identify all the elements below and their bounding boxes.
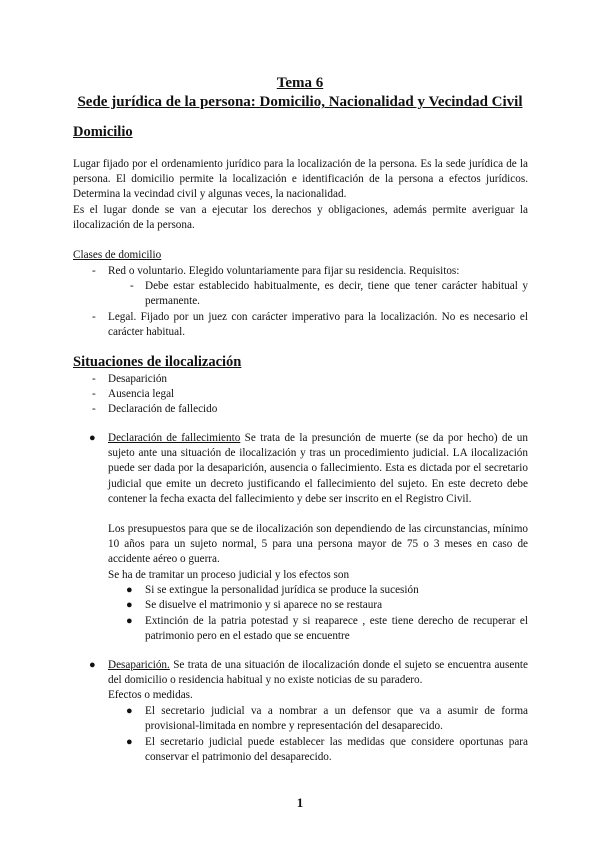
fallecimiento-effect: Si se extingue la personalidad jurídica se produce la sucesión: [145, 584, 419, 596]
bullet-marker: ●: [89, 659, 96, 671]
clases-item-1: Red o voluntario. Elegido voluntariamente para fijar su residencia. Requisitos:: [108, 265, 460, 277]
bullet-marker: ●: [89, 432, 96, 444]
document-title-line2: Sede jurídica de la persona: Domicilio, Nacionalidad y Vecindad Civil: [77, 94, 523, 110]
dash-marker: -: [130, 280, 134, 292]
desaparicion-effect: El secretario judicial va a nombrar a un defensor que va a asumir de forma provisional-limitada en nombre y representación del desaparecido.: [145, 705, 528, 733]
desaparicion-effect: El secretario judicial puede establecer las medidas que considere oportunas para conservar el patrimonio del desaparecido.: [145, 736, 528, 764]
desaparicion-paragraph: [108, 658, 528, 688]
fallecimiento-paragraph-3: Se ha de tramitar un proceso judicial y los efectos son: [108, 569, 350, 581]
section-heading-domicilio: Domicilio: [73, 124, 133, 140]
dash-marker: -: [92, 311, 96, 323]
dash-marker: -: [92, 403, 96, 415]
situacion-item: Desaparición: [108, 373, 168, 385]
bullet-marker: ●: [126, 584, 133, 596]
dash-marker: -: [92, 265, 96, 277]
fallecimiento-effect: Se disuelve el matrimonio y si aparece no se restaura: [145, 599, 383, 611]
bullet-marker: ●: [126, 615, 133, 627]
page-number: 1: [296, 795, 304, 810]
fallecimiento-label: Declaración de fallecimiento: [108, 432, 241, 444]
domicilio-paragraph-1: Lugar fijado por el ordenamiento jurídico para la localización de la persona. Es la sede jurídica de la persona. El domicilio permite la localización e identificación de la persona a efectos jurídicos. Determina la vecindad civil y algunas veces, la nacionalidad.: [73, 158, 528, 201]
bullet-marker: ●: [126, 599, 133, 611]
section-heading-situaciones: Situaciones de ilocalización: [73, 354, 242, 370]
situacion-item: Ausencia legal: [108, 388, 175, 400]
fallecimiento-effect: Extinción de la patria potestad y si reaparece , este tiene derecho de recuperar el patrimonio pero en el estado que se encuentre: [145, 615, 528, 643]
fallecimiento-text: Se trata de la presunción de muerte (se da por hecho) de un sujeto ante una situación de ilocalización y tras un procedimiento judicial. LA ilocalización puede ser dada por la desaparición, ausencia o fallecimiento. Esta es dictada por el secretario judicial que emite un decreto justificando el fallecimiento del sujeto. En este decreto debe contener la fecha exacta del fallecimiento y debe ser inscrito en el Registro Civil.: [108, 432, 528, 505]
desaparicion-paragraph-2: Efectos o medidas.: [108, 689, 193, 701]
document-title-line1: Tema 6: [276, 75, 324, 91]
situacion-item: Declaración de fallecido: [108, 403, 218, 415]
bullet-marker: ●: [126, 736, 133, 748]
clases-item-2: Legal. Fijado por un juez con carácter imperativo para la localización. No es necesario el carácter habitual.: [108, 311, 528, 339]
bullet-marker: ●: [126, 705, 133, 717]
fallecimiento-paragraph: [108, 431, 528, 507]
subheading-clases-domicilio: Clases de domicilio: [73, 249, 162, 261]
desaparicion-text: Se trata de una situación de ilocalización donde el sujeto se encuentra ausente del domicilio o residencia habitual y no existe noticias de su paradero.: [108, 659, 528, 687]
fallecimiento-paragraph-2: Los presupuestos para que se de ilocalización son dependiendo de las circunstancias, mínimo 10 años para un sujeto normal, 5 para una persona mayor de 75 o 3 meses en caso de accidente aéreo o guerra.: [108, 523, 528, 566]
desaparicion-label: Desaparición.: [108, 659, 170, 671]
dash-marker: -: [92, 373, 96, 385]
domicilio-paragraph-2: Es el lugar donde se van a ejecutar los derechos y obligaciones, además permite averiguar la ilocalización de la persona.: [73, 204, 528, 232]
clases-item-1-sub: Debe estar establecido habitualmente, es decir, tiene que tener carácter habitual y permanente.: [145, 280, 528, 308]
dash-marker: -: [92, 388, 96, 400]
